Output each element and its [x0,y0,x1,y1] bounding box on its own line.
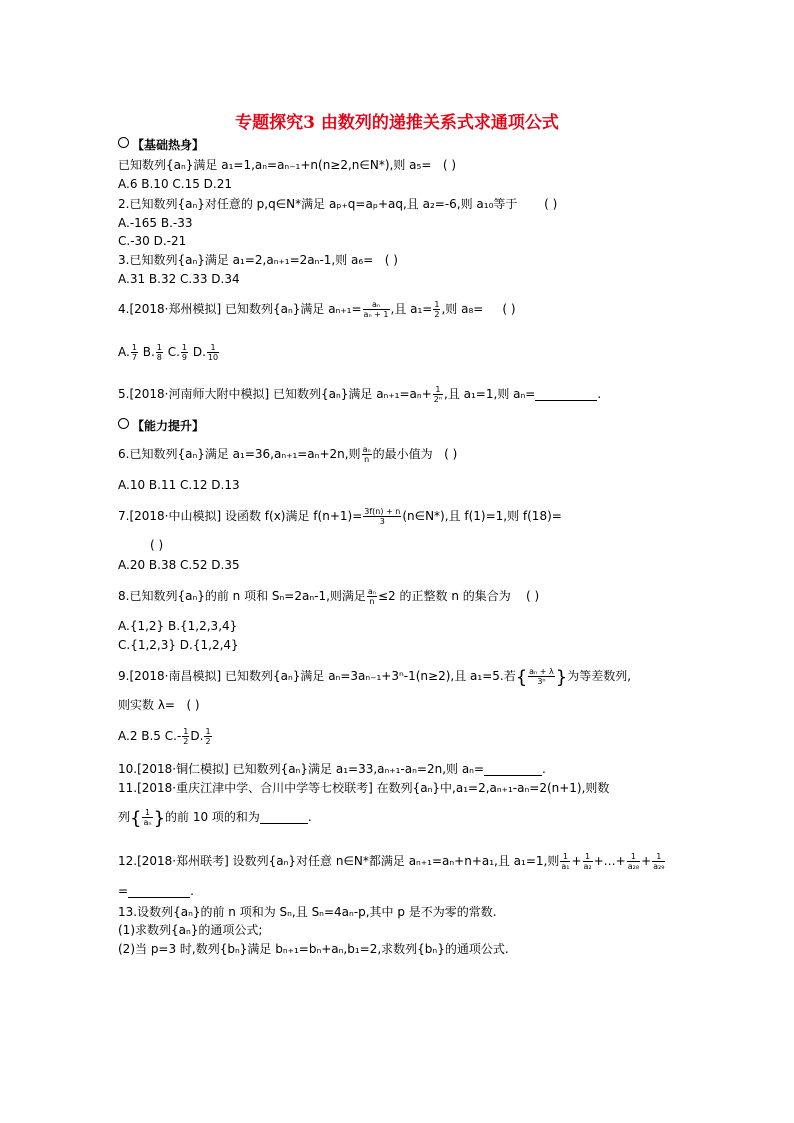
question-13-part-1: (1)求数列{aₙ}的通项公式; [118,923,263,937]
fraction: $\frac{\text{aₙ}}{n}$ [362,445,371,464]
right-brace-icon: } [153,808,166,829]
question-7-paren: ( ) [150,538,164,552]
fraction: $\frac{1}{\text{2ⁿ}}$ [433,385,443,404]
question-10: 10.[2018·铜仁模拟] 已知数列{aₙ}满足 a₁=33,aₙ₊₁-aₙ=2n,则 aₙ= . [118,762,546,776]
question-7: 7.[2018·中山模拟] 设函数 f(x)满足 f(n+1)= $\frac{3f(n) + n}{3}$ (n∈N*),且 f(1)=1,则 f(18)= [118,507,562,526]
fraction: $\frac{1}{\text{a₂}}$ [583,852,592,871]
question-2-options-2: C.-30 D.-21 [118,234,187,248]
fraction: $\frac{1}{8}$ [156,343,162,362]
answer-blank[interactable] [260,811,308,824]
question-12-line2: = . [118,884,194,898]
page-title: 专题探究3 由数列的递推关系式求通项公式 [235,113,559,133]
question-4-options: A. $\frac{1}{7}$ B. $\frac{1}{8}$ C. $\frac{1}{9}$ D. $\frac{1}{10}$ [118,343,219,362]
fraction: $\frac{\text{aₙ + λ}}{\text{3ⁿ}}$ [529,667,554,686]
fraction: $\frac{1}{\text{a₂₈}}$ [627,852,640,871]
question-6: 6.已知数列{aₙ}满足 a₁=36,aₙ₊₁=aₙ+2n,则 $\frac{\text{aₙ}}{n}$ 的最小值为 ( ) [118,445,458,464]
question-3-options: A.31 B.32 C.33 D.34 [118,272,240,286]
question-9: 9.[2018·南昌模拟] 已知数列{aₙ}满足 aₙ=3aₙ₋₁+3ⁿ-1(n≥2),且 a₁=5.若{ $\frac{\text{aₙ + λ}}{\text{3ⁿ}}$ }为等差数列, [118,667,632,688]
question-13-part-2: (2)当 p=3 时,数列{bₙ}满足 bₙ₊₁=bₙ+aₙ,b₁=2,求数列{bₙ}的通项公式. [118,942,509,956]
fraction: $\frac{1}{9}$ [181,343,187,362]
question-8: 8.已知数列{aₙ}的前 n 项和 Sₙ=2aₙ-1,则满足 $\frac{\text{aₙ}}{n}$ ≤2 的正整数 n 的集合为 ( ) [118,587,540,606]
fraction: $\frac{1}{7}$ [131,343,137,362]
fraction: $\frac{1}{10}$ [207,343,219,362]
fraction: $\frac{1}{\text{aₙ}}$ [143,808,152,827]
question-3: 3.已知数列{aₙ}满足 a₁=2,aₙ₊₁=2aₙ-1,则 a₆= ( ) [118,253,398,267]
question-11-line2: 列{ $\frac{1}{\text{aₙ}}$ }的前 10 项的和为 . [118,808,312,829]
question-4: 4.[2018·郑州模拟] 已知数列{aₙ}满足 aₙ₊₁= $\frac{\text{aₙ}}{\text{aₙ + 1}}$ ,且 a₁= $\frac{1}{2}$ ,则 a₈= ( ) [118,300,516,319]
answer-blank[interactable] [535,388,597,401]
question-9-line2: 则实数 λ= ( ) [118,698,200,712]
target-icon [118,418,129,429]
section-advanced: 【能力提升】 [118,418,204,434]
question-8-options-1: A.{1,2} B.{1,2,3,4} [118,619,238,633]
target-icon [118,137,129,148]
question-5: 5.[2018·河南师大附中模拟] 已知数列{aₙ}满足 aₙ₊₁=aₙ+ $\frac{1}{\text{2ⁿ}}$ ,且 a₁=1,则 aₙ= . [118,385,602,404]
section-basic: 【基础热身】 [118,137,204,153]
left-brace-icon: { [130,808,142,829]
fraction: $\frac{1}{\text{a₂₉}}$ [653,852,665,871]
question-1: 已知数列{aₙ}满足 a₁=1,aₙ=aₙ₋₁+n(n≥2,n∈N*),则 a₅= ( ) [118,158,457,172]
fraction: $\frac{\text{aₙ}}{\text{aₙ + 1}}$ [363,300,389,319]
fraction: $\frac{3f(n) + n}{3}$ [364,507,401,526]
fraction: $\frac{1}{2}$ [434,300,440,319]
answer-blank[interactable] [484,763,542,776]
question-8-options-2: C.{1,2,3} D.{1,2,4} [118,638,239,652]
right-brace-icon: } [555,667,568,688]
question-1-options: A.6 B.10 C.15 D.21 [118,177,232,191]
question-2-options-1: A.-165 B.-33 [118,216,193,230]
question-6-options: A.10 B.11 C.12 D.13 [118,478,240,492]
answer-blank[interactable] [128,885,190,898]
question-13: 13.设数列{aₙ}的前 n 项和为 Sₙ,且 Sₙ=4aₙ-p,其中 p 是不为零的常数. [118,905,497,919]
question-7-options: A.20 B.38 C.52 D.35 [118,558,240,572]
question-9-options: A.2 B.5 C.- $\frac{1}{2}$ D. $\frac{1}{2}$ [118,727,211,746]
left-brace-icon: { [515,667,528,688]
question-11: 11.[2018·重庆江津中学、合川中学等七校联考] 在数列{aₙ}中,a₁=2,aₙ₊₁-aₙ=2(n+1),则数 [118,781,610,795]
question-2: 2.已知数列{aₙ}对任意的 p,q∈N*满足 aₚ₊q=aₚ+aq,且 a₂=-6,则 a₁₀等于 ( ) [118,197,558,211]
question-12: 12.[2018·郑州联考] 设数列{aₙ}对任意 n∈N*都满足 aₙ₊₁=aₙ+n+a₁,且 a₁=1,则 $\frac{1}{\text{a₁}}$ + $\frac{1}{\text{a₂}}$ +…+ $\frac{1}{\text{a₂₈}}$ + $\frac{1}{\text{a₂₉}}$ [118,852,665,871]
fraction: $\frac{1}{2}$ [183,727,189,746]
fraction: $\frac{1}{\text{a₁}}$ [561,852,570,871]
fraction: $\frac{1}{2}$ [205,727,211,746]
fraction: $\frac{\text{aₙ}}{n}$ [367,587,376,606]
